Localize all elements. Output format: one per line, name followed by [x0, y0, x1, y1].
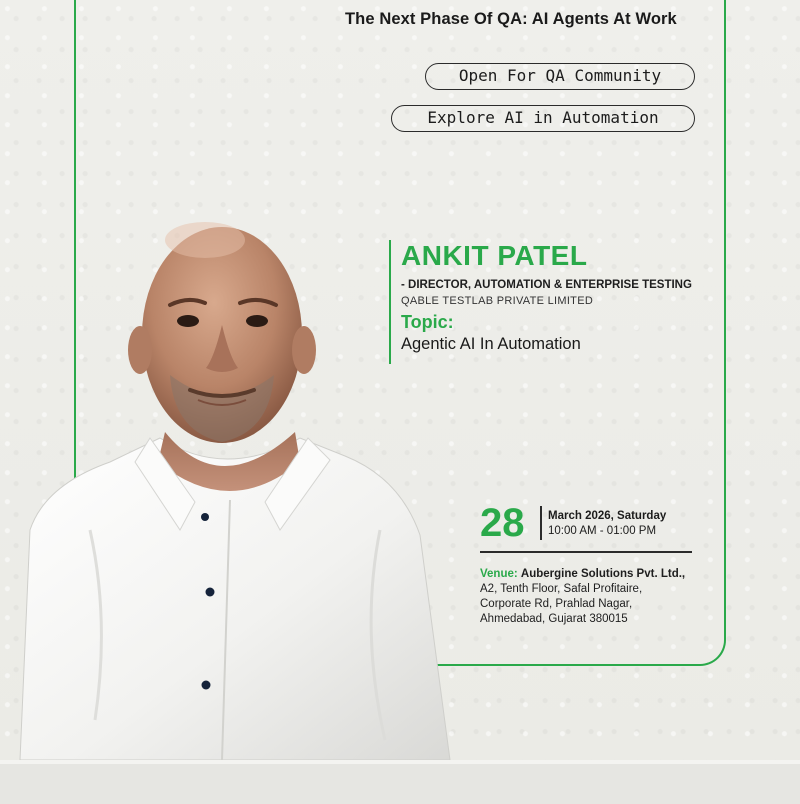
speaker-name: ANKIT PATEL	[401, 240, 588, 271]
speaker-role: - DIRECTOR, AUTOMATION & ENTERPRISE TESTING	[401, 279, 692, 291]
tag-pill-community: Open For QA Community	[425, 63, 695, 90]
topic-label: Topic:	[401, 312, 454, 332]
poster-headline: The Next Phase Of QA: AI Agents At Work	[345, 10, 677, 28]
venue-address-line-1: A2, Tenth Floor, Safal Profitaire,	[480, 583, 643, 595]
venue-address-line-3: Ahmedabad, Gujarat 380015	[480, 613, 628, 625]
event-day: 28	[480, 501, 525, 545]
venue-name: Aubergine Solutions Pvt. Ltd.,	[520, 568, 686, 580]
speaker-company: QABLE TESTLAB PRIVATE LIMITED	[401, 295, 594, 307]
event-time: 10:00 AM - 01:00 PM	[548, 525, 657, 537]
venue-info	[480, 567, 710, 627]
bottom-strip	[0, 760, 800, 804]
venue-label: Venue:	[480, 568, 518, 580]
event-month-weekday: March 2026, Saturday	[548, 510, 667, 522]
venue-heading	[480, 567, 710, 582]
tag-pill-ai: Explore AI in Automation	[391, 105, 695, 132]
date-rule	[480, 551, 692, 553]
date-divider	[540, 506, 542, 540]
speaker-info	[389, 240, 709, 364]
topic-title: Agentic AI In Automation	[401, 335, 581, 353]
venue-address-line-2: Corporate Rd, Prahlad Nagar,	[480, 598, 633, 610]
